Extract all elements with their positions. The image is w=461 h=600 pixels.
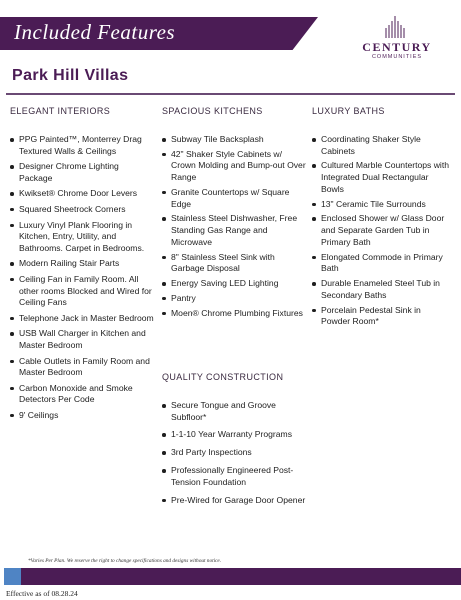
feature-item: Elongated Commode in Primary Bath bbox=[312, 252, 452, 275]
feature-item: Modern Railing Stair Parts bbox=[10, 258, 154, 270]
section-heading: LUXURY BATHS bbox=[312, 106, 385, 116]
skyline-logo-icon bbox=[380, 14, 410, 38]
feature-item: 42" Shaker Style Cabinets w/ Crown Molding and Bump-out Over Range bbox=[162, 149, 308, 184]
feature-item: Porcelain Pedestal Sink in Powder Room* bbox=[312, 305, 452, 328]
feature-list bbox=[312, 134, 452, 328]
section-heading: SPACIOUS KITCHENS bbox=[162, 106, 263, 116]
quality-construction-section bbox=[162, 372, 308, 513]
divider-rule bbox=[6, 93, 455, 95]
feature-item: Coordinating Shaker Style Cabinets bbox=[312, 134, 452, 157]
feature-item: Cable Outlets in Family Room and Master Bedroom bbox=[10, 356, 154, 379]
feature-list bbox=[162, 400, 308, 506]
feature-item: Stainless Steel Dishwasher, Free Standing Gas Range and Microwave bbox=[162, 213, 308, 248]
feature-item: Telephone Jack in Master Bedroom bbox=[10, 313, 154, 325]
brand-sub: COMMUNITIES bbox=[371, 54, 423, 60]
feature-item: PPG Painted™, Monterrey Drag Textured Walls & Ceilings bbox=[10, 134, 154, 157]
feature-item: Carbon Monoxide and Smoke Detectors Per Code bbox=[10, 383, 154, 406]
feature-item: Enclosed Shower w/ Glass Door and Separate Garden Tub in Primary Bath bbox=[312, 213, 452, 248]
feature-item: Kwikset® Chrome Door Levers bbox=[10, 188, 154, 200]
footer-accent-square bbox=[4, 568, 21, 585]
feature-item: Luxury Vinyl Plank Flooring in Kitchen, Entry, Utility, and Bathrooms. Carpet in Bedrooms. bbox=[10, 220, 154, 255]
feature-list bbox=[162, 134, 308, 319]
feature-list bbox=[10, 134, 154, 421]
brand-name: CENTURY bbox=[362, 40, 432, 54]
feature-item: Energy Saving LED Lighting bbox=[162, 278, 308, 290]
feature-item: Pantry bbox=[162, 293, 308, 305]
feature-item: 3rd Party Inspections bbox=[162, 447, 308, 459]
feature-item: 8" Stainless Steel Sink with Garbage Disposal bbox=[162, 252, 308, 275]
feature-item: Secure Tongue and Groove Subfloor* bbox=[162, 400, 308, 423]
footnote: *Varies Per Plan. We reserve the right to change specifications and designs without notice. bbox=[28, 558, 222, 564]
century-communities-logo bbox=[352, 14, 442, 60]
feature-item: Subway Tile Backsplash bbox=[162, 134, 308, 146]
feature-item: Cultured Marble Countertops with Integrated Dual Rectangular Bowls bbox=[312, 160, 452, 195]
feature-item: Moen® Chrome Plumbing Fixtures bbox=[162, 308, 308, 320]
feature-item: Ceiling Fan in Family Room. All other rooms Blocked and Wired for Ceiling Fans bbox=[10, 274, 154, 309]
feature-item: Durable Enameled Steel Tub in Secondary Baths bbox=[312, 278, 452, 301]
spacious-kitchens-section bbox=[162, 106, 308, 323]
feature-item: Granite Countertops w/ Square Edge bbox=[162, 187, 308, 210]
section-heading: QUALITY CONSTRUCTION bbox=[162, 372, 284, 382]
luxury-baths-section bbox=[312, 106, 452, 331]
section-heading: ELEGANT INTERIORS bbox=[10, 106, 111, 116]
banner-title: Included Features bbox=[14, 20, 176, 44]
feature-item: Pre-Wired for Garage Door Opener bbox=[162, 495, 308, 507]
footer-bar bbox=[21, 568, 461, 585]
feature-item: 1-1-10 Year Warranty Programs bbox=[162, 429, 308, 441]
feature-item: Squared Sheetrock Corners bbox=[10, 204, 154, 216]
feature-item: Designer Chrome Lighting Package bbox=[10, 161, 154, 184]
effective-date: Effective as of 08.28.24 bbox=[6, 589, 78, 598]
feature-item: Professionally Engineered Post-Tension Foundation bbox=[162, 465, 308, 488]
feature-item: USB Wall Charger in Kitchen and Master Bedroom bbox=[10, 328, 154, 351]
community-name: Park Hill Villas bbox=[12, 67, 129, 84]
feature-item: 9' Ceilings bbox=[10, 410, 154, 422]
elegant-interiors-section bbox=[10, 106, 154, 425]
feature-item: 13" Ceramic Tile Surrounds bbox=[312, 199, 452, 211]
